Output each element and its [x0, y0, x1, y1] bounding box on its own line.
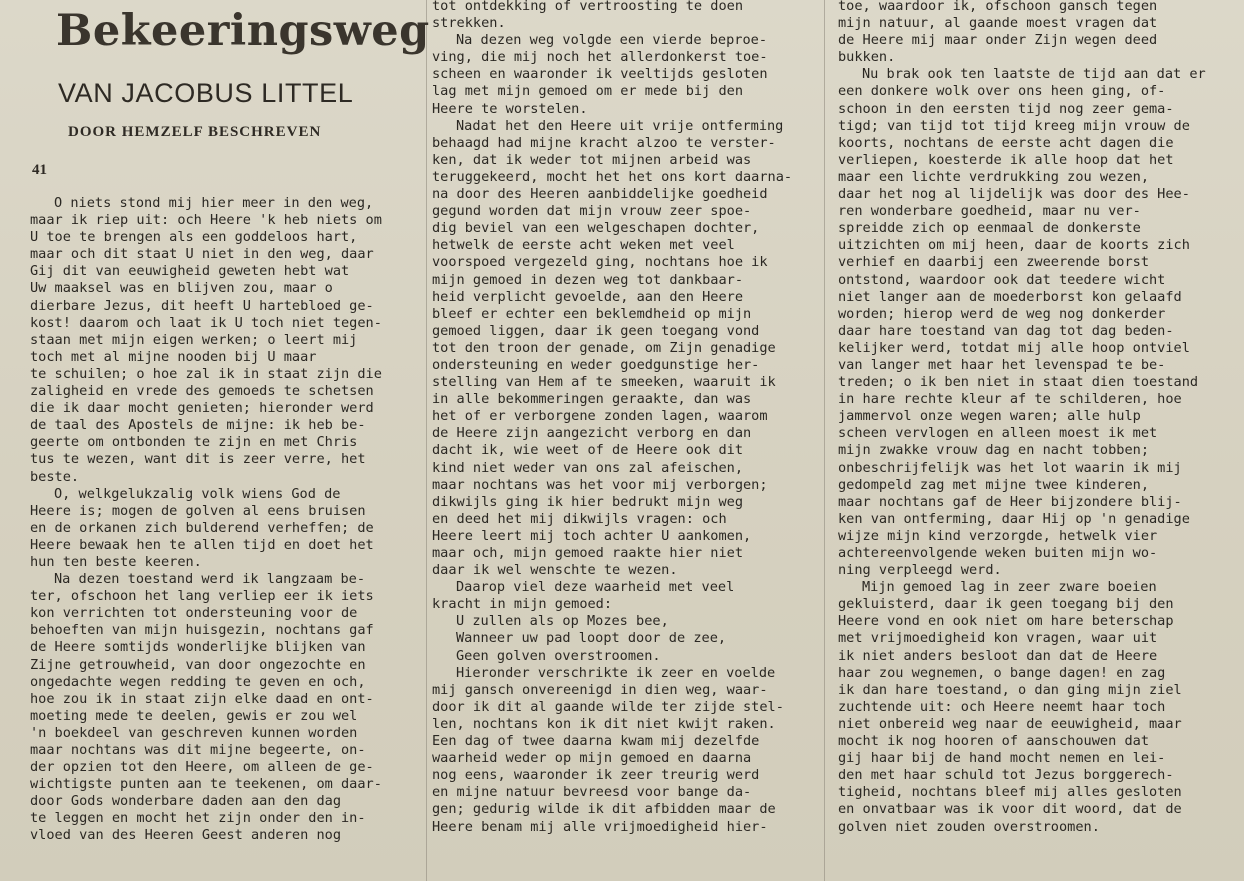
text-line: koorts, nochtans de eerste acht dagen die: [838, 134, 1174, 151]
text-line: door ik dit al gaande wilde ter zijde stel-: [432, 698, 784, 715]
article-subtitle: VAN JACOBUS LITTEL: [58, 78, 354, 108]
text-line: en deed het mij dikwijls vragen: och: [432, 510, 727, 527]
text-line: Heere vond en ook niet om hare beterschap: [838, 613, 1174, 630]
text-line: een donkere wolk over ons heen ging, of-: [838, 83, 1166, 100]
column-divider: [426, 0, 427, 881]
text-line: die ik daar mocht genieten; hieronder werd: [30, 400, 374, 417]
text-line: kracht in mijn gemoed:: [432, 596, 613, 613]
text-line: onbeschrijfelijk was het lot waarin ik mij: [838, 459, 1182, 476]
text-line: scheen vervlogen en alleen moest ik met: [838, 425, 1158, 442]
text-line: voorspoed vergezeld ging, nochtans hoe ik: [432, 254, 768, 271]
text-line: de Heere mij maar onder Zijn wegen deed: [838, 32, 1158, 49]
article-title: Bekeeringsweg: [56, 6, 430, 56]
text-line: bleef er echter een beklemdheid op mijn: [432, 305, 752, 322]
text-line: maar och dit staat U niet in den weg, daar: [30, 246, 374, 263]
text-line: strekken.: [432, 15, 506, 32]
text-line: lag met mijn gemoed om er mede bij den: [432, 83, 743, 100]
text-line: 'n boekdeel van geschreven kunnen worden: [30, 724, 358, 741]
text-line: geerte om ontbonden te zijn en met Chris: [30, 434, 358, 451]
text-line: U zullen als op Mozes bee,: [456, 613, 669, 630]
text-line: ik niet anders besloot dan dat de Heere: [838, 647, 1158, 664]
text-line: in hare rechte kleur af te schilderen, hoe: [838, 391, 1182, 408]
text-line: Heere te worstelen.: [432, 100, 588, 117]
text-line: beste.: [30, 468, 80, 485]
text-line: tigheid, nochtans bleef mij alles gesloten: [838, 784, 1182, 801]
text-line: ken van ontferming, daar Hij op 'n genadige: [838, 510, 1190, 527]
text-line: ken, dat ik weder tot mijnen arbeid was: [432, 151, 752, 168]
text-line: in alle bekommeringen geraakte, dan was: [432, 391, 752, 408]
text-line: behaagd had mijne kracht alzoo te verster-: [432, 134, 776, 151]
text-line: kelijker werd, totdat mij alle hoop ontviel: [838, 339, 1190, 356]
text-line: maar nochtans was dit mijne begeerte, on-: [30, 742, 366, 758]
text-line: mij gansch onvereenigd in dien weg, waar-: [432, 681, 768, 698]
text-line: hoe zou ik in staat zijn elke daad en ont-: [30, 690, 374, 707]
text-line: schoon in den eersten tijd nog zeer gema-: [838, 100, 1174, 117]
text-line: te schuilen; o hoe zal ik in staat zijn die: [30, 365, 382, 382]
text-line: gemoed liggen, daar ik geen toegang vond: [432, 322, 760, 339]
text-line: ning verpleegd werd.: [838, 562, 1002, 579]
text-line: dacht ik, wie weet of de Heere ook dit: [432, 442, 743, 459]
text-line: den met haar schuld tot Jezus borggerech-: [838, 767, 1174, 784]
text-line: na door des Heeren aanbiddelijke goedheid: [432, 186, 768, 203]
text-line: kind niet weder van ons zal afeischen,: [432, 459, 743, 476]
text-line: uitzichten om mij heen, daar de koorts zich: [838, 237, 1190, 254]
text-line: mijn zwakke vrouw dag en nacht tobben;: [838, 442, 1149, 459]
text-line: de Heere somtijds wonderlijke blijken van: [30, 639, 366, 656]
text-line: haar zou wegnemen, o bange dagen! en zag: [838, 664, 1166, 681]
text-line: niet onbereid weg naar de eeuwigheid, maar: [838, 715, 1182, 732]
text-line: de Heere zijn aangezicht verborg en dan: [432, 425, 752, 442]
text-line: golven niet zouden overstroomen.: [838, 818, 1100, 835]
text-line: Geen golven overstroomen.: [456, 647, 661, 664]
text-line: vloed van des Heeren Geest anderen nog: [30, 827, 341, 844]
text-line: teruggekeerd, mocht het het ons kort daarna-: [432, 168, 793, 185]
text-line: heid verplicht gevoelde, aan den Heere: [432, 288, 743, 305]
text-line: gen; gedurig wilde ik dit afbidden maar de: [432, 801, 776, 818]
text-line: maar och, mijn gemoed raakte hier niet: [432, 545, 743, 561]
text-line: en onvatbaar was ik voor dit woord, dat de: [838, 801, 1182, 818]
text-line: Daarop viel deze waarheid met veel: [456, 579, 735, 596]
text-line: Zijne getrouwheid, van door ongezochte en: [30, 656, 366, 673]
text-line: dig beviel van een welgeschapen dochter,: [432, 220, 760, 237]
text-line: maar ik riep uit: och Heere 'k heb niets om: [30, 212, 382, 229]
column-2-text: [432, 0, 792, 836]
text-line: spreidde zich op eenmaal de donkerste: [838, 220, 1141, 237]
text-line: daar het nog al lijdelijk was door des Hee-: [838, 186, 1190, 203]
text-line: van langer met haar het levenspad te be-: [838, 356, 1166, 373]
text-line: mijn gemoed in dezen weg tot dankbaar-: [432, 271, 743, 288]
text-line: worden; hierop werd de weg nog donkerder: [838, 305, 1166, 322]
text-line: Nu brak ook ten laatste de tijd aan dat er: [862, 66, 1206, 83]
text-line: Mijn gemoed lag in zeer zware boeien: [862, 579, 1157, 596]
text-line: nog eens, waaronder ik zeer treurig werd: [432, 767, 760, 784]
text-line: dierbare Jezus, dit heeft U hartebloed ge-: [30, 297, 374, 314]
text-line: Heere benam mij alle vrijmoedigheid hier-: [432, 818, 768, 835]
text-line: ik dan hare toestand, o dan ging mijn ziel: [838, 681, 1182, 698]
text-line: zaligheid en vrede des gemoeds te schetsen: [30, 383, 374, 400]
text-line: daar ik wel wenschte te wezen.: [432, 562, 678, 579]
column-divider: [824, 0, 825, 881]
text-line: zuchtende uit: och Heere neemt haar toch: [838, 698, 1166, 715]
text-line: maar een lichte verdrukking zou wezen,: [838, 168, 1149, 185]
text-line: treden; o ik ben niet in staat dien toestand: [838, 374, 1199, 391]
text-line: verliepen, koesterde ik alle hoop dat het: [838, 151, 1174, 168]
text-line: gij haar bij de hand mocht nemen en lei-: [838, 750, 1166, 767]
text-line: verhief en daarbij een zweerende borst: [838, 254, 1149, 271]
text-line: Heere is; mogen de golven al eens bruisen: [30, 502, 366, 519]
text-line: ondersteuning en weder goedgunstige her-: [432, 356, 760, 373]
text-line: tigd; van tijd tot tijd kreeg mijn vrouw de: [838, 117, 1190, 134]
text-line: gekluisterd, daar ik geen toegang bij den: [838, 596, 1174, 613]
text-line: ontstond, waardoor ook dat teedere wicht: [838, 271, 1166, 288]
text-line: en de orkanen zich bulderend verheffen; de: [30, 519, 374, 536]
text-line: wichtigste punten aan te teekenen, om daar-: [30, 776, 382, 793]
text-line: dikwijls ging ik hier bedrukt mijn weg: [432, 493, 743, 510]
text-line: Uw maaksel was en blijven zou, maar o: [30, 280, 333, 297]
installment-number: 41: [32, 162, 47, 178]
text-line: O, welkgelukzalig volk wiens God de: [54, 485, 341, 502]
text-line: de taal des Apostels de mijne: ik heb be-: [30, 417, 366, 434]
text-line: toch met al mijne nooden bij U maar: [30, 348, 317, 365]
text-line: len, nochtans kon ik dit niet kwijt raken.: [432, 715, 776, 732]
text-line: Wanneer uw pad loopt door de zee,: [456, 630, 727, 647]
text-line: hun ten beste keeren.: [30, 553, 202, 570]
text-line: Na dezen weg volgde een vierde beproe-: [456, 32, 767, 49]
column-3-text: [838, 0, 1206, 836]
text-line: waarheid weder op mijn gemoed en daarna: [432, 750, 752, 767]
text-line: door Gods wonderbare daden aan den dag: [30, 793, 341, 810]
text-line: moeting mede te deelen, gewis er zou wel: [30, 707, 358, 724]
text-line: ter, ofschoon het lang verliep eer ik iets: [30, 588, 374, 605]
text-line: met vrijmoedigheid kon vragen, waar uit: [838, 630, 1158, 647]
text-line: mijn natuur, al gaande moest vragen dat: [838, 15, 1158, 32]
text-line: kon verrichten tot ondersteuning voor de: [30, 605, 358, 622]
text-line: tot den troon der genade, om Zijn genadige: [432, 339, 776, 356]
text-line: jammervol onze wegen waren; alle hulp: [838, 408, 1141, 425]
text-line: het of er verborgene zonden lagen, waarom: [432, 408, 768, 425]
text-line: ongedachte wegen redding te geven en och,: [30, 673, 366, 690]
text-line: Nadat het den Heere uit vrije ontferming: [456, 117, 784, 134]
text-line: mocht ik nog hooren of aanschouwen dat: [838, 733, 1149, 750]
text-line: maar nochtans gaf de Heer bijzondere blij-: [838, 493, 1182, 510]
text-line: Een dag of twee daarna kwam mij dezelfde: [432, 733, 760, 750]
column-1-text: [30, 195, 382, 845]
text-line: Na dezen toestand werd ik langzaam be-: [54, 571, 365, 588]
text-line: Gij dit van eeuwigheid geweten hebt wat: [30, 263, 350, 280]
text-line: daar hare toestand van dag tot dag beden-: [838, 322, 1174, 339]
text-line: Heere leert mij toch achter U aankomen,: [432, 527, 752, 544]
text-line: scheen en waaronder ik veeltijds gesloten: [432, 66, 768, 83]
text-line: wijze mijn kind verzorgde, hetwelk vier: [838, 527, 1158, 544]
text-line: achtereenvolgende weken buiten mijn wo-: [838, 545, 1158, 561]
text-line: ving, die mij noch het allerdonkerst toe-: [432, 49, 768, 66]
text-line: toe, waardoor ik, ofschoon gansch tegen: [838, 0, 1158, 14]
text-line: staan met mijn eigen werken; o leert mij: [30, 331, 358, 348]
text-line: tus te wezen, want dit is zeer verre, het: [30, 451, 366, 468]
text-line: behoeften van mijn huisgezin, nochtans gaf: [30, 622, 374, 639]
text-line: en mijne natuur bevreesd voor bange da-: [432, 784, 752, 801]
text-line: gegund worden dat mijn vrouw zeer spoe-: [432, 203, 752, 220]
text-line: bukken.: [838, 49, 896, 66]
text-line: gedompeld zag met mijne twee kinderen,: [838, 476, 1149, 493]
text-line: der opzien tot den Heere, om alleen de ge-: [30, 759, 374, 776]
text-line: niet langer aan de moederborst kon gelaafd: [838, 288, 1182, 305]
text-line: kost! daarom och laat ik U toch niet tegen-: [30, 314, 382, 331]
text-line: Heere bewaak hen te allen tijd en doet het: [30, 536, 374, 553]
text-line: te leggen en mocht het zijn onder den in-: [30, 810, 366, 827]
text-line: U toe te brengen als een goddeloos hart,: [30, 229, 358, 246]
text-line: stelling van Hem af te smeeken, waaruit ik: [432, 374, 776, 391]
text-line: ren wonderbare goedheid, maar nu ver-: [838, 203, 1141, 220]
article-byline: DOOR HEMZELF BESCHREVEN: [68, 124, 322, 140]
text-line: hetwelk de eerste acht weken met veel: [432, 237, 735, 254]
text-line: Hieronder verschrikte ik zeer en voelde: [456, 664, 776, 681]
text-line: maar nochtans was het voor mij verborgen;: [432, 476, 768, 493]
text-line: tot ontdekking of vertroosting te doen: [432, 0, 743, 14]
text-line: O niets stond mij hier meer in den weg,: [54, 195, 374, 211]
